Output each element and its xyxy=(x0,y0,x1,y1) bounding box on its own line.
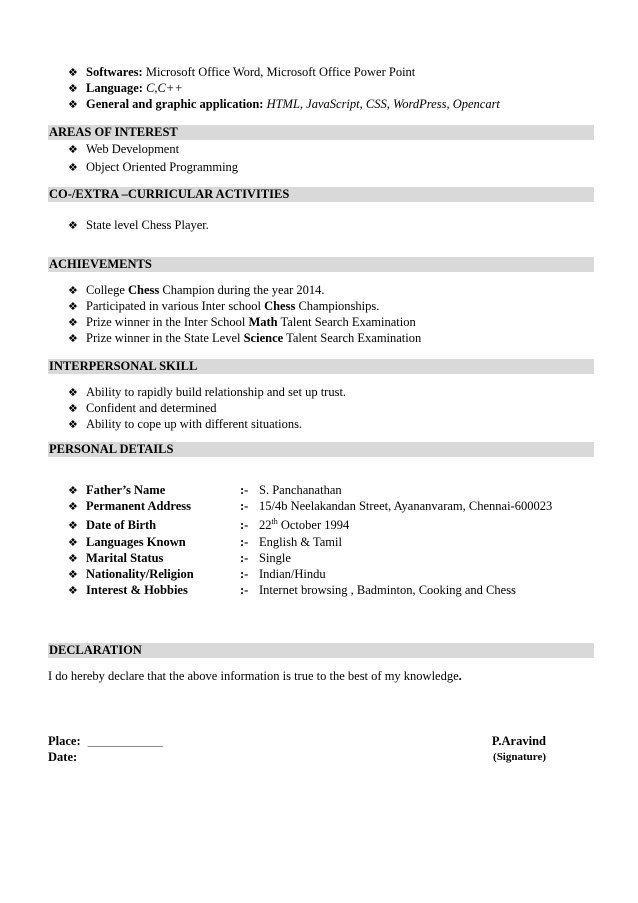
personal-value: English & Tamil xyxy=(259,535,342,549)
bullet-icon: ❖ xyxy=(68,418,78,431)
bullet-icon: ❖ xyxy=(68,552,78,565)
place-blank: ____________ xyxy=(87,734,163,748)
achievement-item: ❖ Prize winner in the State Level Science Talent Search Examination xyxy=(68,331,422,345)
bullet-icon: ❖ xyxy=(68,143,78,156)
place-label: Place: xyxy=(48,734,81,748)
section-header-extra: CO-/EXTRA –CURRICULAR ACTIVITIES xyxy=(48,187,594,202)
interpersonal-item: ❖ Ability to cope up with different situations. xyxy=(68,417,303,431)
achievement-item: ❖ Participated in various Inter school Chess Championships. xyxy=(68,299,380,313)
section-header-achievements: ACHIEVEMENTS xyxy=(48,257,594,272)
achievement-item: ❖ Prize winner in the Inter School Math Talent Search Examination xyxy=(68,315,416,329)
applicant-name: P.Aravind xyxy=(491,734,546,748)
personal-row-address xyxy=(68,499,608,514)
section-header-personal: PERSONAL DETAILS xyxy=(48,442,594,457)
skill-label: Language: xyxy=(86,81,143,95)
bullet-icon: ❖ xyxy=(68,402,78,415)
skill-graphics xyxy=(68,97,500,112)
interest-item: ❖ Web Development xyxy=(68,142,180,156)
skill-value: Microsoft Office Word, Microsoft Office Power Point xyxy=(142,65,416,79)
section-header-interest: AREAS OF INTEREST xyxy=(48,125,594,140)
bullet-icon: ❖ xyxy=(68,98,78,111)
skill-softwares xyxy=(68,65,415,80)
personal-label: Date of Birth xyxy=(86,518,157,532)
personal-label: Marital Status xyxy=(86,551,164,565)
bullet-icon: ❖ xyxy=(68,386,78,399)
interpersonal-item: ❖ Ability to rapidly build relationship and set up trust. xyxy=(68,385,347,399)
personal-separator: :- xyxy=(240,583,249,597)
declaration-text: I do hereby declare that the above information is true to the best of my knowledge. xyxy=(48,669,462,683)
bullet-icon: ❖ xyxy=(68,82,78,95)
personal-row-languages xyxy=(68,535,608,550)
personal-value: Single xyxy=(259,551,291,565)
bullet-icon: ❖ xyxy=(68,484,78,497)
bullet-icon: ❖ xyxy=(68,568,78,581)
personal-separator: :- xyxy=(240,567,249,581)
bullet-icon: ❖ xyxy=(68,219,78,232)
signature-label: (Signature) xyxy=(493,751,546,763)
personal-row-nationality xyxy=(68,567,608,582)
personal-row-marital xyxy=(68,551,608,566)
bullet-icon: ❖ xyxy=(68,536,78,549)
personal-separator: :- xyxy=(240,518,249,532)
extra-item: ❖ State level Chess Player. xyxy=(68,218,209,232)
interest-item: ❖ Object Oriented Programming xyxy=(68,160,239,174)
skill-language xyxy=(68,81,183,96)
personal-separator: :- xyxy=(240,535,249,549)
personal-value: 15/4b Neelakandan Street, Ayananvaram, Chennai-600023 xyxy=(259,499,553,513)
personal-separator: :- xyxy=(240,551,249,565)
bullet-icon: ❖ xyxy=(68,300,78,313)
personal-label: Permanent Address xyxy=(86,499,191,513)
personal-value: S. Panchanathan xyxy=(259,483,342,497)
bullet-icon: ❖ xyxy=(68,500,78,513)
bullet-icon: ❖ xyxy=(68,316,78,329)
bullet-icon: ❖ xyxy=(68,519,78,532)
achievement-item: ❖ College Chess Champion during the year 2014. xyxy=(68,283,325,297)
place-line xyxy=(48,733,163,749)
personal-row-father xyxy=(68,483,608,498)
skill-label: General and graphic application: xyxy=(86,97,264,111)
personal-value: 22th October 1994 xyxy=(259,517,350,532)
personal-label: Nationality/Religion xyxy=(86,567,194,581)
personal-label: Father’s Name xyxy=(86,483,166,497)
personal-value: Indian/Hindu xyxy=(259,567,326,581)
section-header-interpersonal: INTERPERSONAL SKILL xyxy=(48,359,594,374)
date-label: Date: xyxy=(48,750,78,764)
personal-value: Internet browsing , Badminton, Cooking and Chess xyxy=(259,583,516,597)
skill-label: Softwares: xyxy=(86,65,143,79)
personal-row-dob xyxy=(68,518,608,533)
section-header-declaration: DECLARATION xyxy=(48,643,594,658)
bullet-icon: ❖ xyxy=(68,66,78,79)
personal-separator: :- xyxy=(240,483,249,497)
interpersonal-item: ❖ Confident and determined xyxy=(68,401,217,415)
skill-value: HTML, JavaScript, CSS, WordPress, Opencart xyxy=(263,97,500,111)
personal-label: Languages Known xyxy=(86,535,186,549)
bullet-icon: ❖ xyxy=(68,284,78,297)
skill-value: C,C++ xyxy=(142,81,183,95)
personal-separator: :- xyxy=(240,499,249,513)
bullet-icon: ❖ xyxy=(68,584,78,597)
bullet-icon: ❖ xyxy=(68,332,78,345)
personal-label: Interest & Hobbies xyxy=(86,583,188,597)
personal-row-hobbies xyxy=(68,583,608,598)
bullet-icon: ❖ xyxy=(68,161,78,174)
